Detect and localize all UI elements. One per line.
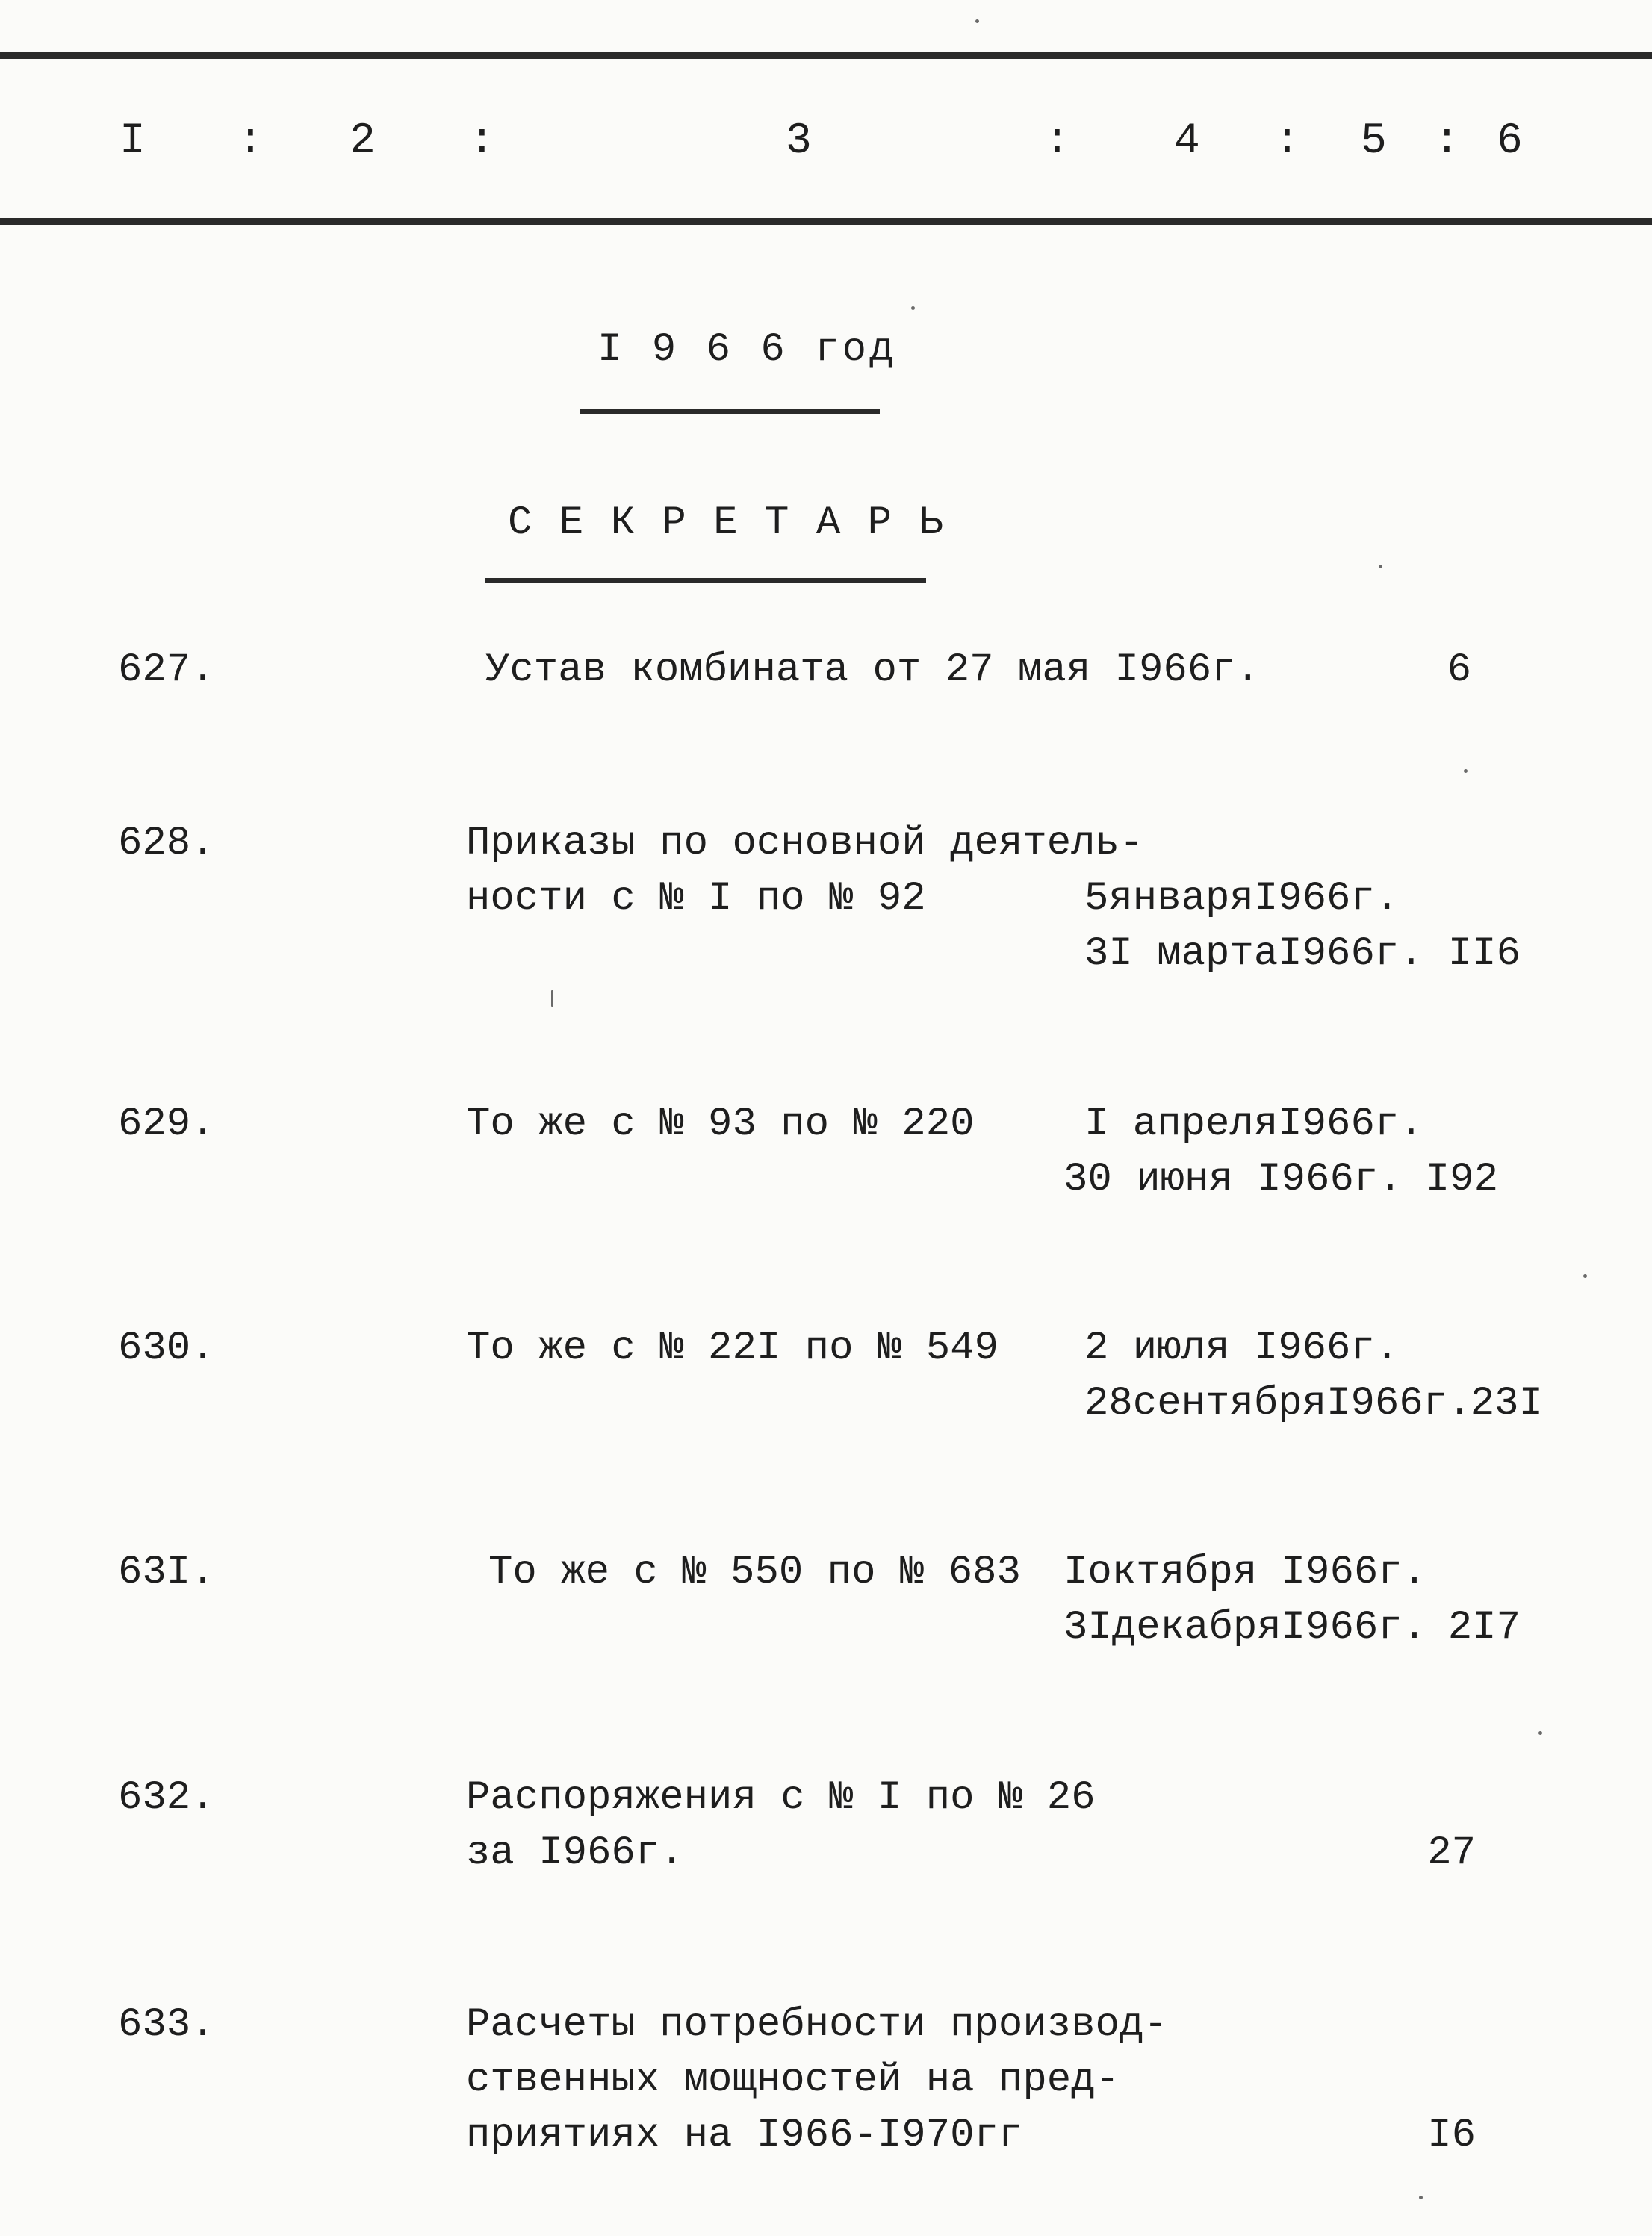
scan-speck <box>975 19 979 23</box>
entry-date-end: 28сентябряI966г. <box>1084 1381 1472 1426</box>
entry-title: Устав комбината от 27 мая I966г. <box>485 647 1260 693</box>
column-separator: : <box>1434 117 1460 166</box>
scan-speck <box>1583 1274 1587 1278</box>
section-heading: С Е К Р Е Т А Р Ь <box>508 500 945 546</box>
scan-mark <box>551 990 553 1007</box>
scan-speck <box>1419 2196 1423 2199</box>
column-number-1: I <box>119 117 146 166</box>
entry-number: 632. <box>118 1775 215 1821</box>
entry-title: ственных мощностей на пред- <box>466 2058 1120 2103</box>
section-heading-underline <box>485 578 926 583</box>
entry-date-start: Iоктября I966г. <box>1063 1550 1427 1595</box>
scan-speck <box>1464 769 1468 773</box>
entry-title: Приказы по основной деятель- <box>466 821 1144 866</box>
column-number-4: 4 <box>1174 117 1200 166</box>
entry-pages: 27 <box>1427 1830 1476 1876</box>
entry-pages: I6 <box>1427 2113 1476 2158</box>
entry-number: 629. <box>118 1102 215 1147</box>
entry-title: Расчеты потребности производ- <box>466 2002 1168 2048</box>
year-heading: I 9 6 6 год <box>597 327 897 373</box>
entry-date-start: I апреляI966г. <box>1084 1102 1423 1147</box>
column-separator: : <box>237 117 264 166</box>
column-separator: : <box>1044 117 1070 166</box>
entry-date-start: 5январяI966г. <box>1084 876 1400 922</box>
column-number-6: 6 <box>1497 117 1523 166</box>
header-top-rule <box>0 52 1652 59</box>
entry-number: 630. <box>118 1326 215 1371</box>
entry-title: Распоряжения с № I по № 26 <box>466 1775 1096 1821</box>
scan-speck <box>1379 565 1382 568</box>
entry-pages: I92 <box>1425 1157 1498 1202</box>
entry-date-end: 30 июня I966г. <box>1063 1157 1403 1202</box>
entry-number: 628. <box>118 821 215 866</box>
column-separator: : <box>1274 117 1300 166</box>
column-number-2: 2 <box>350 117 376 166</box>
entry-title: ности с № I по № 92 <box>466 876 926 922</box>
entry-number: 633. <box>118 2002 215 2048</box>
year-heading-underline <box>580 409 880 414</box>
entry-pages: 6 <box>1447 647 1471 693</box>
entry-number: 63I. <box>118 1550 215 1595</box>
column-number-5: 5 <box>1361 117 1387 166</box>
entry-date-end: 3I мартаI966г. <box>1084 931 1423 977</box>
entry-number: 627. <box>118 647 215 693</box>
header-bottom-rule <box>0 218 1652 225</box>
entry-pages: 2I7 <box>1447 1605 1521 1650</box>
entry-title: То же с № 22I по № 549 <box>466 1326 999 1371</box>
entry-title: То же с № 550 по № 683 <box>488 1550 1021 1595</box>
entry-date-end: 3IдекабряI966г. <box>1063 1605 1427 1650</box>
scan-speck <box>1538 1731 1542 1735</box>
entry-date-start: 2 июля I966г. <box>1084 1326 1400 1371</box>
column-number-3: 3 <box>786 117 812 166</box>
column-separator: : <box>469 117 495 166</box>
entry-pages: II6 <box>1447 931 1521 977</box>
scan-speck <box>911 306 915 310</box>
entry-title: за I966г. <box>466 1830 684 1876</box>
entry-pages: 23I <box>1470 1381 1543 1426</box>
entry-title: приятиях на I966-I970гг <box>466 2113 1023 2158</box>
entry-title: То же с № 93 по № 220 <box>466 1102 975 1147</box>
